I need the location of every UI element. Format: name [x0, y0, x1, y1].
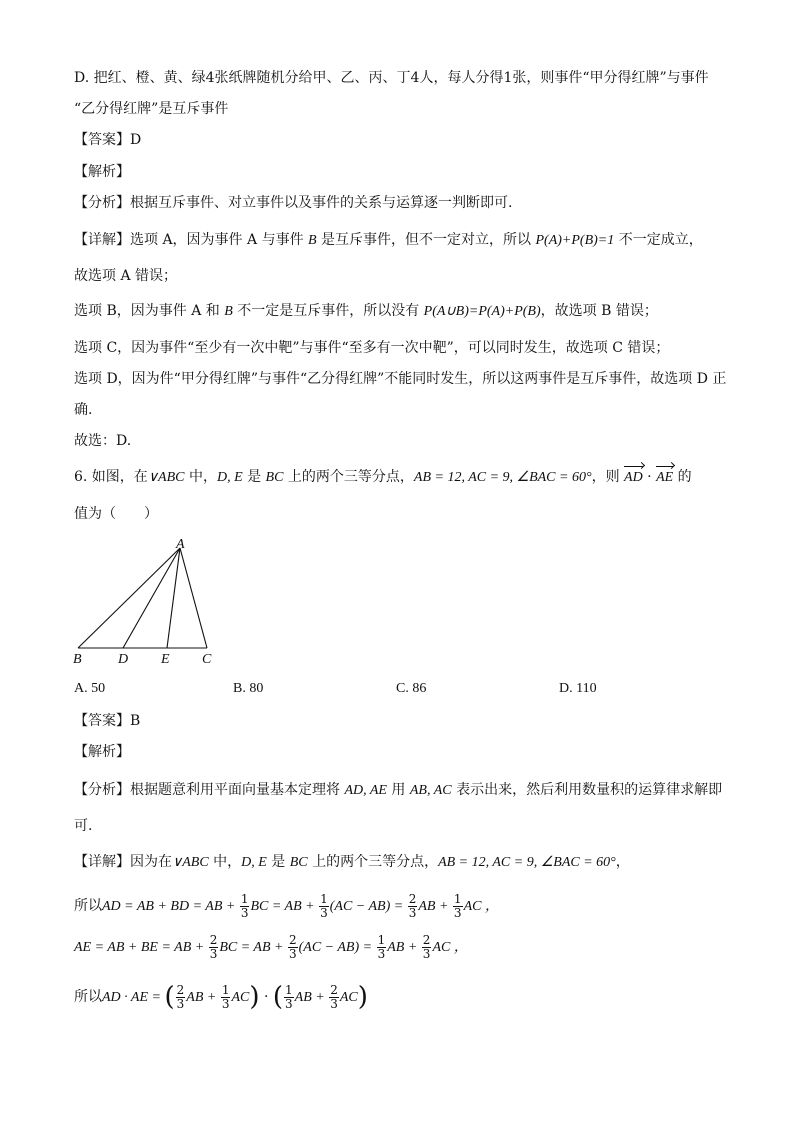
side-ab [78, 548, 180, 648]
q6-detail-line1: 【详解】因为在∨ABC 中，D, E 是 BC 上的两个三等分点，AB = 12, AC = 9, ∠BAC = 60°， [74, 854, 630, 870]
union-formula: P(A∪B)=P(A)+P(B) [423, 304, 541, 319]
q6-answer: 【答案】B [74, 713, 141, 729]
label-d: D [118, 652, 129, 666]
q6-option-d: D. 110 [559, 681, 597, 696]
q6-stem-line1: 6. 如图，在∨ABC 中，D, E 是 BC 上的两个三等分点，AB = 12, AC = 9, ∠BAC = 60°，则 AD · AE 的 [74, 467, 692, 488]
fraction-one-third: $\frac{1}{3}$ [240, 891, 249, 920]
q5-option-d-line1: D. 把红、橙、黄、绿4张纸牌随机分给甲、乙、丙、丁4人，每人分得1张，则事件“甲分得红牌”与事件 [74, 70, 709, 86]
q6-option-c: C. 86 [396, 681, 427, 696]
equation-ad: 所以AD = AB + BD = AB + $\frac{1}{3}$ BC = AB + $\frac{1}{3}$ (AC − AB) = $\frac{2}{3}$ AB + $\frac{1}{3}$ AC ， [74, 891, 499, 920]
label-a: A [176, 537, 185, 552]
q5-detail-line4: 选项 C，因为事件“至少有一次中靶”与事件“至多有一次中靶”，可以同时发生，故选项 C 错误； [74, 340, 670, 356]
segment-ad [123, 548, 180, 648]
label-c: C [202, 652, 212, 666]
q6-fenxi-line2: 可. [74, 818, 93, 834]
q5-detail-line1: 【详解】选项 A，因为事件 A 与事件 B 是互斥事件，但不一定对立，所以 P(A)+P(B)=1 不一定成立， [74, 232, 703, 248]
q5-jiexi-heading: 【解析】 [74, 164, 130, 180]
q6-option-a: A. 50 [74, 681, 106, 696]
q5-fenxi: 【分析】根据互斥事件、对立事件以及事件的关系与运算逐一判断即可. [74, 195, 513, 211]
segment-ae [167, 548, 180, 648]
q6-stem-line2: 值为（ ） [74, 506, 158, 522]
q5-option-d-line2: “乙分得红牌”是互斥事件 [74, 101, 229, 117]
q5-answer: 【答案】D [74, 132, 142, 148]
triangle-figure [70, 536, 220, 666]
q6-fenxi-line1: 【分析】根据题意利用平面向量基本定理将 AD, AE 用 AB, AC 表示出来，然后利用数量积的运算律求解即 [74, 782, 723, 798]
equation-ae: AE = AB + BE = AB + $\frac{2}{3}$ BC = AB + $\frac{2}{3}$ (AC − AB) = $\frac{1}{3}$ AB + $\frac{2}{3}$ AC ， [74, 932, 468, 961]
q6-option-b: B. 80 [233, 681, 264, 696]
q5-detail-line2: 故选项 A 错误； [74, 268, 178, 284]
q5-detail-line6: 确. [74, 402, 93, 418]
label-e: E [161, 652, 170, 666]
equation-dot-product: 所以AD · AE = ( $\frac{2}{3}$ AB + $\frac{1}{3}$ AC) · ( $\frac{1}{3}$ AB + $\frac{2}{3}$ AC) [74, 982, 368, 1012]
q5-detail-line3: 选项 B，因为事件 A 和 B 不一定是互斥事件，所以没有 P(A∪B)=P(A)+P(B)，故选项 B 错误； [74, 303, 658, 319]
q5-detail-line5: 选项 D，因为件“甲分得红牌”与事件“乙分得红牌”不能同时发生，所以这两事件是互斥事件，故选项 D 正 [74, 371, 727, 387]
label-b: B [73, 652, 82, 666]
probability-formula: P(A)+P(B)=1 [535, 233, 615, 248]
q5-detail-line7: 故选：D. [74, 433, 132, 449]
q6-jiexi-heading: 【解析】 [74, 744, 130, 760]
side-ac [180, 548, 207, 648]
